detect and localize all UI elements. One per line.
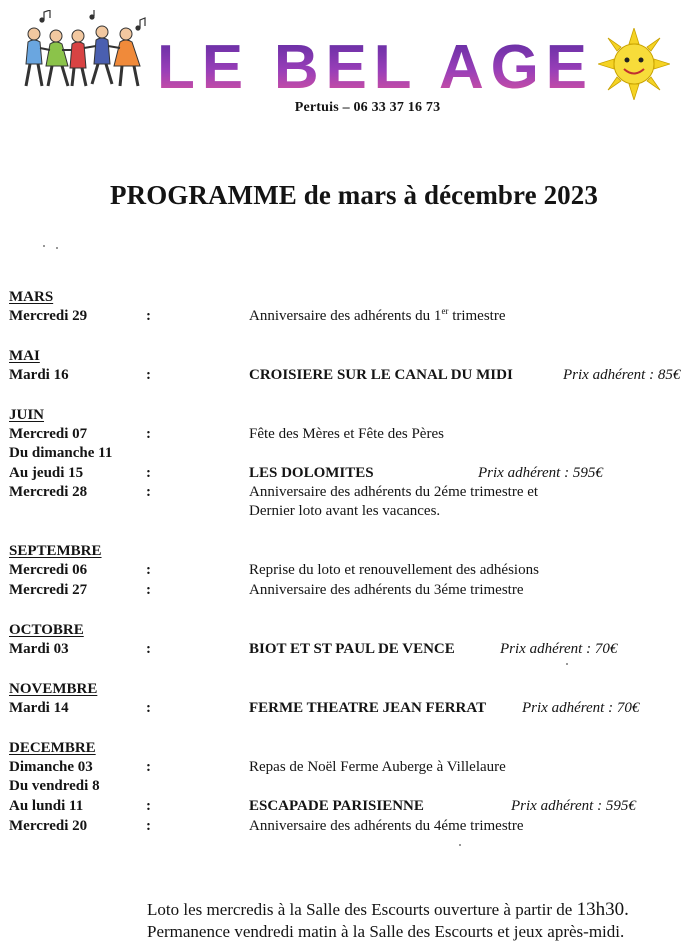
month-heading: OCTOBRE — [9, 622, 84, 638]
event-date-end: Au lundi 11 — [9, 798, 84, 814]
scan-speck — [566, 663, 568, 665]
separator: : — [146, 798, 151, 814]
scan-speck — [56, 247, 58, 249]
event-description: FERME THEATRE JEAN FERRAT — [249, 700, 487, 716]
event-price: Prix adhérent : 595€ — [511, 798, 636, 814]
event-description: Anniversaire des adhérents du 2éme trimestre et — [249, 484, 539, 500]
separator: : — [146, 308, 151, 324]
event-description: Anniversaire des adhérents du 3éme trimestre — [249, 582, 524, 598]
dancing-people-icon — [22, 10, 152, 102]
event-description-end: trimestre — [448, 308, 506, 324]
separator: : — [146, 641, 151, 657]
separator: : — [146, 484, 151, 500]
event-date: Mardi 03 — [9, 641, 69, 657]
event-description: Fête des Mères et Fête des Pères — [249, 426, 444, 442]
month-heading: SEPTEMBRE — [9, 543, 102, 559]
svg-text:LE BEL AGE: LE BEL AGE — [157, 33, 587, 100]
event-description: CROISIERE SUR LE CANAL DU MIDI — [249, 367, 513, 383]
separator: : — [146, 818, 151, 834]
separator: : — [146, 562, 151, 578]
month-heading: MARS — [9, 289, 54, 305]
scan-speck — [459, 844, 461, 846]
event-date: Mercredi 29 — [9, 308, 88, 324]
separator: : — [146, 582, 151, 598]
event-description-text: Anniversaire des adhérents du 1 — [249, 308, 442, 324]
event-date: Mercredi 27 — [9, 582, 88, 598]
event-date: Mardi 14 — [9, 700, 69, 716]
month-heading: JUIN — [9, 407, 45, 423]
event-price: Prix adhérent : 70€ — [522, 700, 640, 716]
month-heading: NOVEMBRE — [9, 681, 98, 697]
footer-permanence-line: Permanence vendredi matin à la Salle des Escourts et jeux après-midi. — [147, 922, 625, 941]
separator: : — [146, 367, 151, 383]
event-date: Mercredi 28 — [9, 484, 88, 500]
separator: : — [146, 426, 151, 442]
event-date-start: Du vendredi 8 — [9, 778, 100, 794]
event-price: Prix adhérent : 70€ — [500, 641, 618, 657]
page-title: PROGRAMME de mars à décembre 2023 — [110, 180, 598, 210]
event-price: Prix adhérent : 595€ — [478, 465, 603, 481]
event-date-end: Au jeudi 15 — [9, 465, 84, 481]
smiling-sun-icon — [598, 28, 670, 100]
event-description: ESCAPADE PARISIENNE — [249, 798, 424, 814]
event-date: Mercredi 07 — [9, 426, 88, 442]
footer-loto-text: Loto les mercredis à la Salle des Escourts ouverture à partir de — [147, 900, 577, 919]
event-description — [249, 308, 506, 325]
event-date: Dimanche 03 — [9, 759, 93, 775]
month-heading: MAI — [9, 348, 40, 364]
footer-loto-time: 13h30. — [576, 899, 629, 920]
event-description-cont: Dernier loto avant les vacances. — [249, 503, 441, 519]
logo-title — [157, 16, 597, 100]
event-description: Anniversaire des adhérents du 4éme trimestre — [249, 818, 524, 834]
event-description: Repas de Noël Ferme Auberge à Villelaure — [249, 759, 506, 775]
separator: : — [146, 759, 151, 775]
event-description: BIOT ET ST PAUL DE VENCE — [249, 641, 455, 657]
event-date: Mercredi 20 — [9, 818, 88, 834]
separator: : — [146, 465, 151, 481]
event-date: Mardi 16 — [9, 367, 69, 383]
ordinal-superscript: er — [441, 306, 449, 316]
event-description: LES DOLOMITES — [249, 465, 374, 481]
contact-line: Pertuis – 06 33 37 16 73 — [294, 100, 441, 115]
event-date: Mercredi 06 — [9, 562, 88, 578]
event-description: Reprise du loto et renouvellement des adhésions — [249, 562, 539, 578]
separator: : — [146, 700, 151, 716]
scan-speck — [43, 245, 45, 247]
month-heading: DECEMBRE — [9, 740, 96, 756]
footer-loto-line — [147, 899, 629, 921]
event-date-start: Du dimanche 11 — [9, 445, 113, 461]
event-price: Prix adhérent : 85€ — [563, 367, 681, 383]
